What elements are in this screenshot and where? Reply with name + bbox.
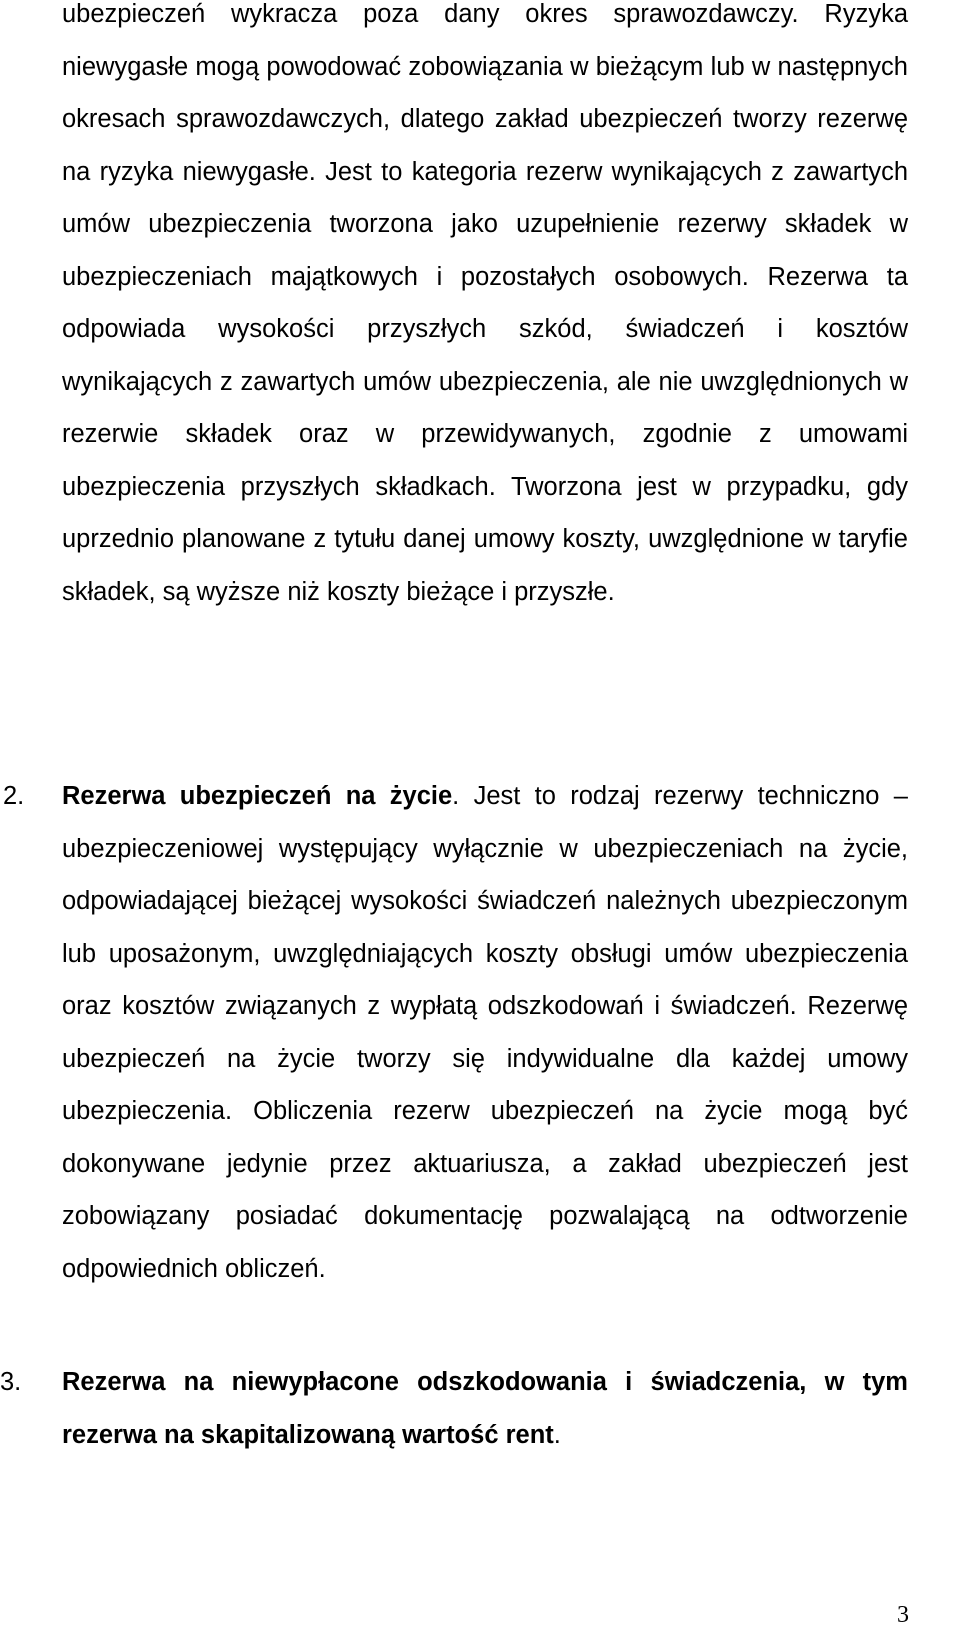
list-item-heading: Rezerwa ubezpieczeń na życie <box>62 782 453 810</box>
list-number: 3. <box>0 1368 22 1396</box>
list-number: 2. <box>3 782 25 810</box>
list-item-text: Jest to rodzaj rezerwy techniczno – ubezpieczeniowej występujący wyłącznie w ubezpieczeniach na życie, odpowiadającej bieżącej wysokości świadczeń należnych ubezpieczonym lub uposażonym, uwzględniających koszty obsługi umów ubezpieczenia oraz kosztów związanych z wypłatą odszkodowań i świadczeń. Rezerwę ubezpieczeń na życie tworzy się indywidualne dla każdej umowy ubezpieczenia. Obliczenia rezerw ubezpieczeń na życie mogą być dokonywane jedynie przez aktuariusza, a zakład ubezpieczeń jest zobowiązany posiadać dokumentację pozwalającą na odtworzenie odpowiednich obliczeń. <box>62 782 908 1283</box>
page-number: 3 <box>897 1602 909 1628</box>
heading-period: . <box>553 1420 561 1449</box>
heading-period: . <box>452 782 460 810</box>
list-item-heading: Rezerwa na niewypłacone odszkodowania i świadczenia, w tym rezerwa na skapitalizowaną wartość rent <box>62 1368 908 1449</box>
list-item-body <box>62 1356 908 1461</box>
paragraph-unexpired-risk-reserve: ubezpieczeń wykracza poza dany okres sprawozdawczy. Ryzyka niewygasłe mogą powodować zobowiązania w bieżącym lub w następnych okresach sprawozdawczych, dlatego zakład ubezpieczeń tworzy rezerwę na ryzyka niewygasłe. Jest to kategoria rezerw wynikających z zawartych umów ubezpieczenia tworzona jako uzupełnienie rezerwy składek w ubezpieczeniach majątkowych i pozostałych osobowych. Rezerwa ta odpowiada wysokości przyszłych szkód, świadczeń i kosztów wynikających z zawartych umów ubezpieczenia, ale nie uwzględnionych w rezerwie składek oraz w przewidywanych, zgodnie z umowami ubezpieczenia przyszłych składkach. Tworzona jest w przypadku, gdy uprzednio planowane z tytułu danej umowy koszty, uwzględnione w taryfie składek, są wyższe niż koszty bieżące i przyszłe. <box>62 0 908 606</box>
list-item-body <box>62 770 908 1295</box>
